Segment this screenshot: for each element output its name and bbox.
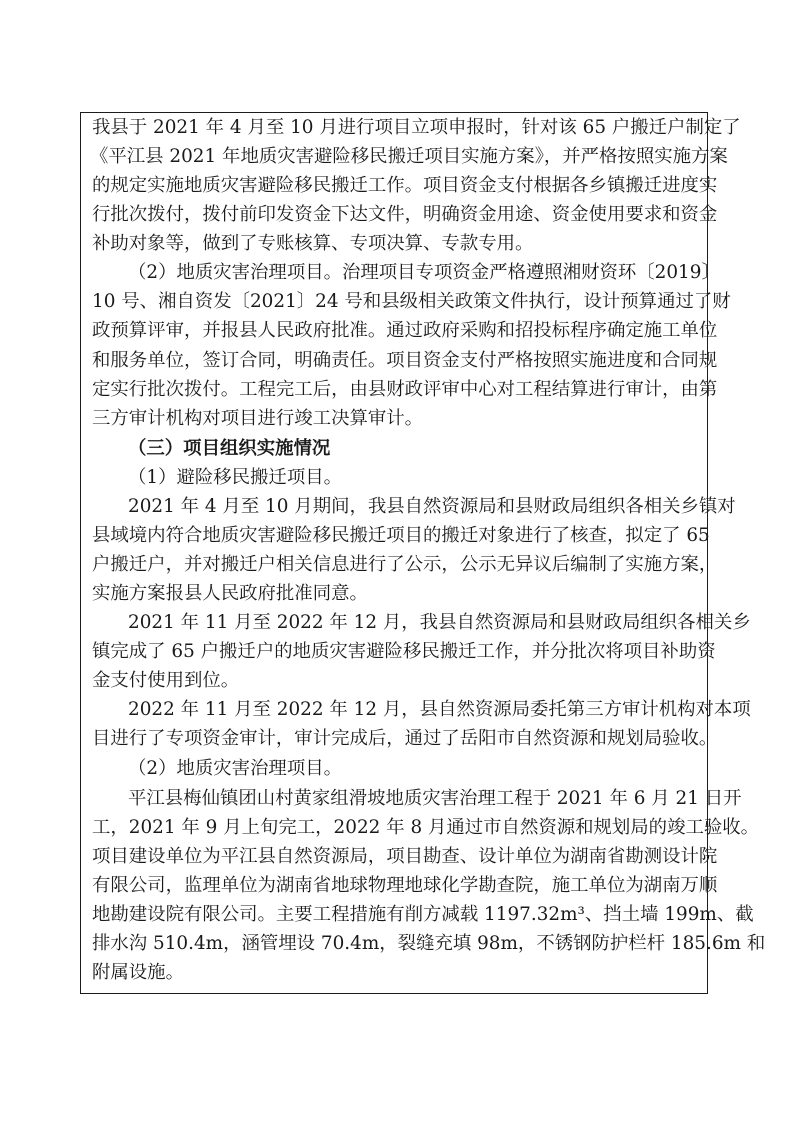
paragraph-line: 我县于 2021 年 4 月至 10 月进行项目立项申报时，针对该 65 户搬迁户制定了 bbox=[92, 117, 741, 138]
paragraph-line: 2021 年 11 月至 2022 年 12 月，我县自然资源局和县财政局组织各相关乡 bbox=[128, 612, 751, 633]
paragraph-line: 政预算评审，并报县人民政府批准。通过政府采购和招投标程序确定施工单位 bbox=[92, 320, 718, 341]
paragraph-line: 排水沟 510.4m，涵管埋设 70.4m，裂缝充填 98m，不锈钢防护栏杆 185.6m 和 bbox=[92, 933, 766, 954]
paragraph-line: 和服务单位，签订合同，明确责任。项目资金支付严格按照实施进度和合同规 bbox=[92, 350, 718, 371]
paragraph-line: 三方审计机构对项目进行竣工决算审计。 bbox=[92, 408, 424, 429]
paragraph-line: 2022 年 11 月至 2022 年 12 月，县自然资源局委托第三方审计机构对本项 bbox=[128, 699, 751, 720]
paragraph-line: 10 号、湘自资发〔2021〕24 号和县级相关政策文件执行，设计预算通过了财 bbox=[92, 291, 731, 312]
sub-heading: （2）地质灾害治理项目。 bbox=[128, 758, 342, 779]
paragraph-line: 2021 年 4 月至 10 月期间，我县自然资源局和县财政局组织各相关乡镇对 bbox=[128, 496, 736, 517]
sub-heading: （1）避险移民搬迁项目。 bbox=[128, 467, 342, 488]
paragraph-line: 项目建设单位为平江县自然资源局，项目勘查、设计单位为湖南省勘测设计院 bbox=[92, 846, 718, 867]
paragraph-line: 县域境内符合地质灾害避险移民搬迁项目的搬迁对象进行了核查，拟定了 65 bbox=[92, 525, 710, 546]
paragraph-line: 地勘建设院有限公司。主要工程措施有削方减载 1197.32m³、挡土墙 199m、截 bbox=[92, 904, 754, 925]
paragraph-line: （2）地质灾害治理项目。治理项目专项资金严格遵照湘财资环〔2019〕 bbox=[128, 262, 720, 283]
paragraph-line: 户搬迁户，并对搬迁户相关信息进行了公示，公示无异议后编制了实施方案， bbox=[92, 554, 718, 575]
paragraph-line: 定实行批次拨付。工程完工后，由县财政评审中心对工程结算进行审计，由第 bbox=[92, 379, 718, 400]
paragraph-line: 行批次拨付，拨付前印发资金下达文件，明确资金用途、资金使用要求和资金 bbox=[92, 204, 718, 225]
paragraph-line: 镇完成了 65 户搬迁户的地质灾害避险移民搬迁工作，并分批次将项目补助资 bbox=[92, 641, 716, 662]
paragraph-line: 工，2021 年 9 月上旬完工，2022 年 8 月通过市自然资源和规划局的竣工验收。 bbox=[92, 817, 760, 838]
paragraph-line: 补助对象等，做到了专账核算、专项决算、专款专用。 bbox=[92, 233, 534, 254]
paragraph-line: 金支付使用到位。 bbox=[92, 670, 240, 691]
paragraph-line: 附属设施。 bbox=[92, 962, 184, 983]
paragraph-line: 实施方案报县人民政府批准同意。 bbox=[92, 583, 368, 604]
paragraph-line: 《平江县 2021 年地质灾害避险移民搬迁项目实施方案》，并严格按照实施方案 bbox=[90, 146, 728, 167]
paragraph-line: 有限公司，监理单位为湖南省地球物理地球化学勘查院，施工单位为湖南万顺 bbox=[92, 875, 718, 896]
paragraph-line: 的规定实施地质灾害避险移民搬迁工作。项目资金支付根据各乡镇搬迁进度实 bbox=[92, 175, 718, 196]
section-heading: （三）项目组织实施情况 bbox=[128, 438, 331, 459]
paragraph-line: 平江县梅仙镇团山村黄家组滑坡地质灾害治理工程于 2021 年 6 月 21 日开 bbox=[128, 788, 742, 809]
paragraph-line: 目进行了专项资金审计，审计完成后，通过了岳阳市自然资源和规划局验收。 bbox=[92, 728, 718, 749]
